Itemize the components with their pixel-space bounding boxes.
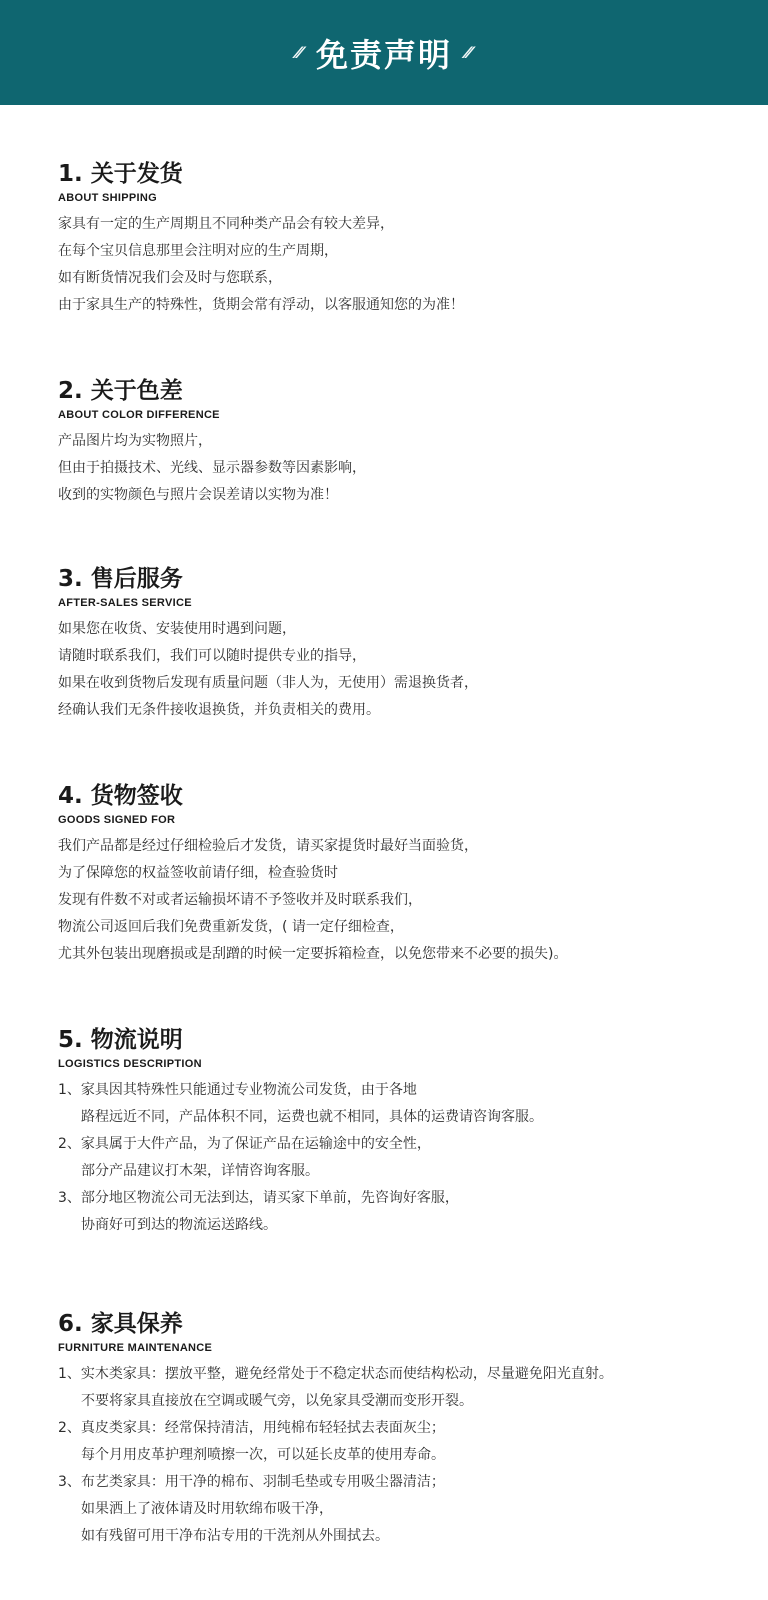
left-slash-mark: ⁄⁄ bbox=[296, 43, 302, 62]
section-line: 1、实木类家具：摆放平整，避免经常处于不稳定状态而使结构松动，尽量避免阳光直射。 bbox=[58, 1366, 613, 1382]
section-line: 不要将家具直接放在空调或暖气旁，以免家具受潮而变形开裂。 bbox=[81, 1393, 473, 1409]
section-line: 1、家具因其特殊性只能通过专业物流公司发货，由于各地 bbox=[58, 1082, 417, 1098]
section-subtitle: ABOUT COLOR DIFFERENCE bbox=[58, 409, 220, 421]
section-subtitle: LOGISTICS DESCRIPTION bbox=[58, 1058, 202, 1070]
right-slash-mark: ⁄⁄ bbox=[466, 43, 472, 62]
section-line: 如有断货情况我们会及时与您联系， bbox=[58, 270, 282, 286]
header-banner bbox=[0, 0, 768, 105]
section-line: 我们产品都是经过仔细检验后才发货，请买家提货时最好当面验货， bbox=[58, 838, 478, 854]
section-line: 每个月用皮革护理剂喷擦一次，可以延长皮革的使用寿命。 bbox=[81, 1447, 445, 1463]
section-line: 收到的实物颜色与照片会误差请以实物为准！ bbox=[58, 487, 338, 503]
section-color-difference bbox=[58, 377, 758, 509]
section-line: 尤其外包装出现磨损或是刮蹭的时候一定要拆箱检查，以免您带来不必要的损失)。 bbox=[58, 946, 568, 962]
section-shipping bbox=[58, 160, 758, 319]
section-line: 由于家具生产的特殊性，货期会常有浮动，以客服通知您的为准！ bbox=[58, 297, 464, 313]
section-line: 在每个宝贝信息那里会注明对应的生产周期， bbox=[58, 243, 338, 259]
section-line: 但由于拍摄技术、光线、显示器参数等因素影响， bbox=[58, 460, 366, 476]
section-line: 物流公司返回后我们免费重新发货，( 请一定仔细检查， bbox=[58, 919, 404, 935]
section-line: 如果在收到货物后发现有质量问题（非人为，无使用）需退换货者， bbox=[58, 675, 478, 691]
section-logistics bbox=[58, 1026, 758, 1239]
section-line: 如有残留可用干净布沾专用的干洗剂从外围拭去。 bbox=[81, 1528, 389, 1544]
section-line: 为了保障您的权益签收前请仔细，检查验货时 bbox=[58, 865, 338, 881]
section-title: 5. 物流说明 bbox=[58, 1027, 183, 1053]
page-title: 免责声明 bbox=[315, 35, 452, 74]
section-line: 部分产品建议打木架，详情咨询客服。 bbox=[81, 1163, 319, 1179]
section-subtitle: AFTER-SALES SERVICE bbox=[58, 597, 192, 609]
section-subtitle: FURNITURE MAINTENANCE bbox=[58, 1342, 213, 1354]
section-after-sales bbox=[58, 565, 758, 724]
section-line: 如果您在收货、安装使用时遇到问题， bbox=[58, 621, 296, 637]
section-line: 产品图片均为实物照片， bbox=[58, 433, 212, 449]
section-line: 请随时联系我们，我们可以随时提供专业的指导， bbox=[58, 648, 366, 664]
section-furniture-maintenance bbox=[58, 1310, 758, 1550]
section-line: 2、家具属于大件产品，为了保证产品在运输途中的安全性， bbox=[58, 1136, 431, 1152]
section-line: 协商好可到达的物流运送路线。 bbox=[81, 1217, 277, 1233]
section-line: 路程远近不同，产品体积不同，运费也就不相同，具体的运费请咨询客服。 bbox=[81, 1109, 543, 1125]
section-title: 1. 关于发货 bbox=[58, 161, 183, 187]
section-line: 3、部分地区物流公司无法到达，请买家下单前，先咨询好客服， bbox=[58, 1190, 459, 1206]
section-line: 3、布艺类家具：用干净的棉布、羽制毛垫或专用吸尘器清洁； bbox=[58, 1474, 445, 1490]
section-goods-signed bbox=[58, 782, 758, 968]
section-title: 3. 售后服务 bbox=[58, 566, 183, 592]
section-line: 2、真皮类家具：经常保持清洁，用纯棉布轻轻拭去表面灰尘； bbox=[58, 1420, 445, 1436]
section-title: 4. 货物签收 bbox=[58, 783, 183, 809]
section-line: 家具有一定的生产周期且不同种类产品会有较大差异， bbox=[58, 216, 394, 232]
section-subtitle: GOODS SIGNED FOR bbox=[58, 814, 176, 826]
section-title: 6. 家具保养 bbox=[58, 1311, 183, 1337]
section-title: 2. 关于色差 bbox=[58, 378, 183, 404]
section-line: 经确认我们无条件接收退换货，并负责相关的费用。 bbox=[58, 702, 380, 718]
section-line: 如果洒上了液体请及时用软绵布吸干净， bbox=[81, 1501, 333, 1517]
section-subtitle: ABOUT SHIPPING bbox=[58, 192, 157, 204]
section-line: 发现有件数不对或者运输损坏请不予签收并及时联系我们， bbox=[58, 892, 422, 908]
